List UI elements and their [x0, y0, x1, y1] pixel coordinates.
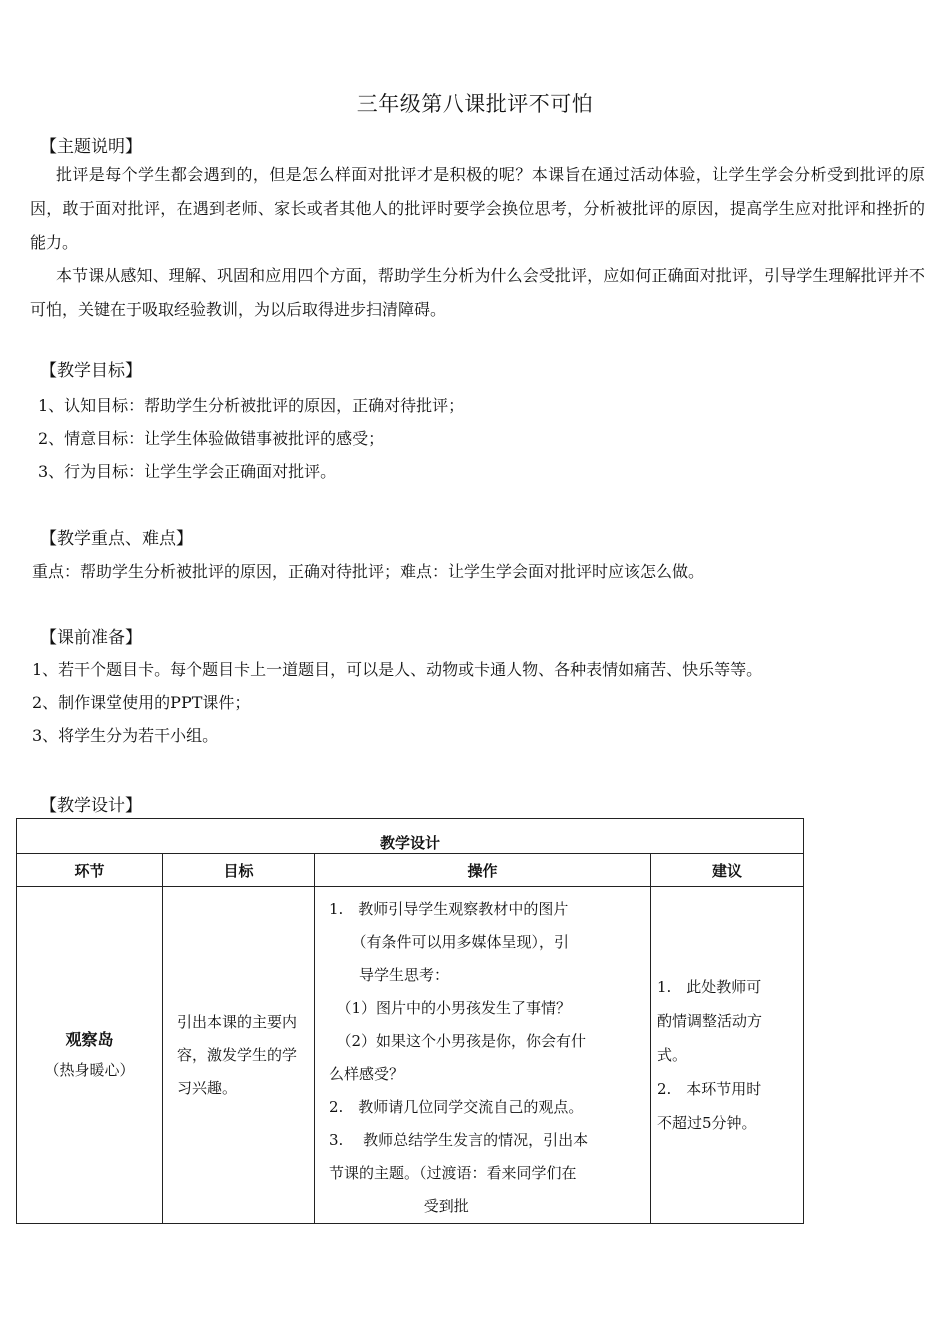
- operation-line: （有条件可以用多媒体呈现），引: [329, 933, 570, 951]
- column-header-goal: 目标: [163, 854, 315, 887]
- goal-item-behavior: 3、行为目标：让学生学会正确面对批评。: [38, 462, 337, 481]
- design-heading: 【教学设计】: [40, 796, 142, 816]
- column-header-stage: 环节: [17, 854, 163, 887]
- operation-line: 1. 教师引导学生观察教材中的图片: [329, 900, 569, 918]
- stage-subtitle: （热身暖心）: [44, 1061, 135, 1079]
- goal-item-affective: 2、情意目标：让学生体验做错事被批评的感受；: [38, 429, 385, 448]
- table-caption: 教学设计: [17, 819, 804, 854]
- theme-paragraph-1: 批评是每个学生都会遇到的，但是怎么样面对批评才是积极的呢？本课旨在通过活动体验，让学生学会分析受到批评的原因，敢于面对批评，在遇到老师、家长或者其他人的批评时要学会换位思考，分析被批评的原因，提高学生应对批评和挫折的能力。: [30, 165, 925, 252]
- prep-item-3: 3、将学生分为若干小组。: [32, 726, 219, 745]
- operation-line: 么样感受？: [329, 1065, 405, 1083]
- goal-cell: 引出本课的主要内容，激发学生的学习兴趣。: [163, 887, 315, 1224]
- stage-cell: [17, 887, 163, 1224]
- suggestion-line: 不超过5分钟。: [657, 1114, 757, 1132]
- column-header-operation: 操作: [315, 854, 651, 887]
- stage-name: 观察岛: [65, 1030, 114, 1049]
- prep-item-2: 2、制作课堂使用的PPT课件；: [32, 693, 251, 712]
- operation-line: 受到批: [329, 1197, 469, 1215]
- suggestion-cell: [651, 887, 804, 1224]
- suggestion-line: 2. 本环节用时: [657, 1080, 762, 1098]
- operation-line: 3. 教师总结学生发言的情况，引出本: [329, 1131, 589, 1149]
- prep-heading: 【课前准备】: [40, 628, 142, 648]
- operation-line: 导学生思考：: [329, 966, 450, 984]
- teaching-design-table: [16, 818, 804, 1224]
- operation-line: 节课的主题。（过渡语：看来同学们在: [329, 1164, 577, 1182]
- goals-heading: 【教学目标】: [40, 361, 142, 381]
- operation-line: （2）如果这个小男孩是你，你会有什: [329, 1032, 587, 1050]
- table-row: [17, 887, 804, 1224]
- operation-cell: [315, 887, 651, 1224]
- document-title: 三年级第八课批评不可怕: [356, 92, 594, 116]
- theme-heading: 【主题说明】: [40, 137, 142, 157]
- operation-line: 2. 教师请几位同学交流自己的观点。: [329, 1098, 584, 1116]
- operation-line: （1）图片中的小男孩发生了事情？: [329, 999, 572, 1017]
- suggestion-line: 1. 此处教师可: [657, 978, 762, 996]
- key-points-text: 重点：帮助学生分析被批评的原因，正确对待批评；难点：让学生学会面对批评时应该怎么做。: [32, 562, 705, 581]
- column-header-suggestion: 建议: [651, 854, 804, 887]
- goal-item-cognitive: 1、认知目标：帮助学生分析被批评的原因，正确对待批评；: [38, 396, 465, 415]
- suggestion-line: 式。: [657, 1046, 688, 1064]
- key-points-heading: 【教学重点、难点】: [40, 529, 193, 549]
- prep-item-1: 1、若干个题目卡。每个题目卡上一道题目，可以是人、动物或卡通人物、各种表情如痛苦、快乐等等。: [32, 660, 763, 679]
- theme-paragraph-2: 本节课从感知、理解、巩固和应用四个方面，帮助学生分析为什么会受批评，应如何正确面对批评，引导学生理解批评并不可怕，关键在于吸取经验教训，为以后取得进步扫清障碍。: [30, 266, 925, 319]
- suggestion-line: 酌情调整活动方: [657, 1012, 763, 1030]
